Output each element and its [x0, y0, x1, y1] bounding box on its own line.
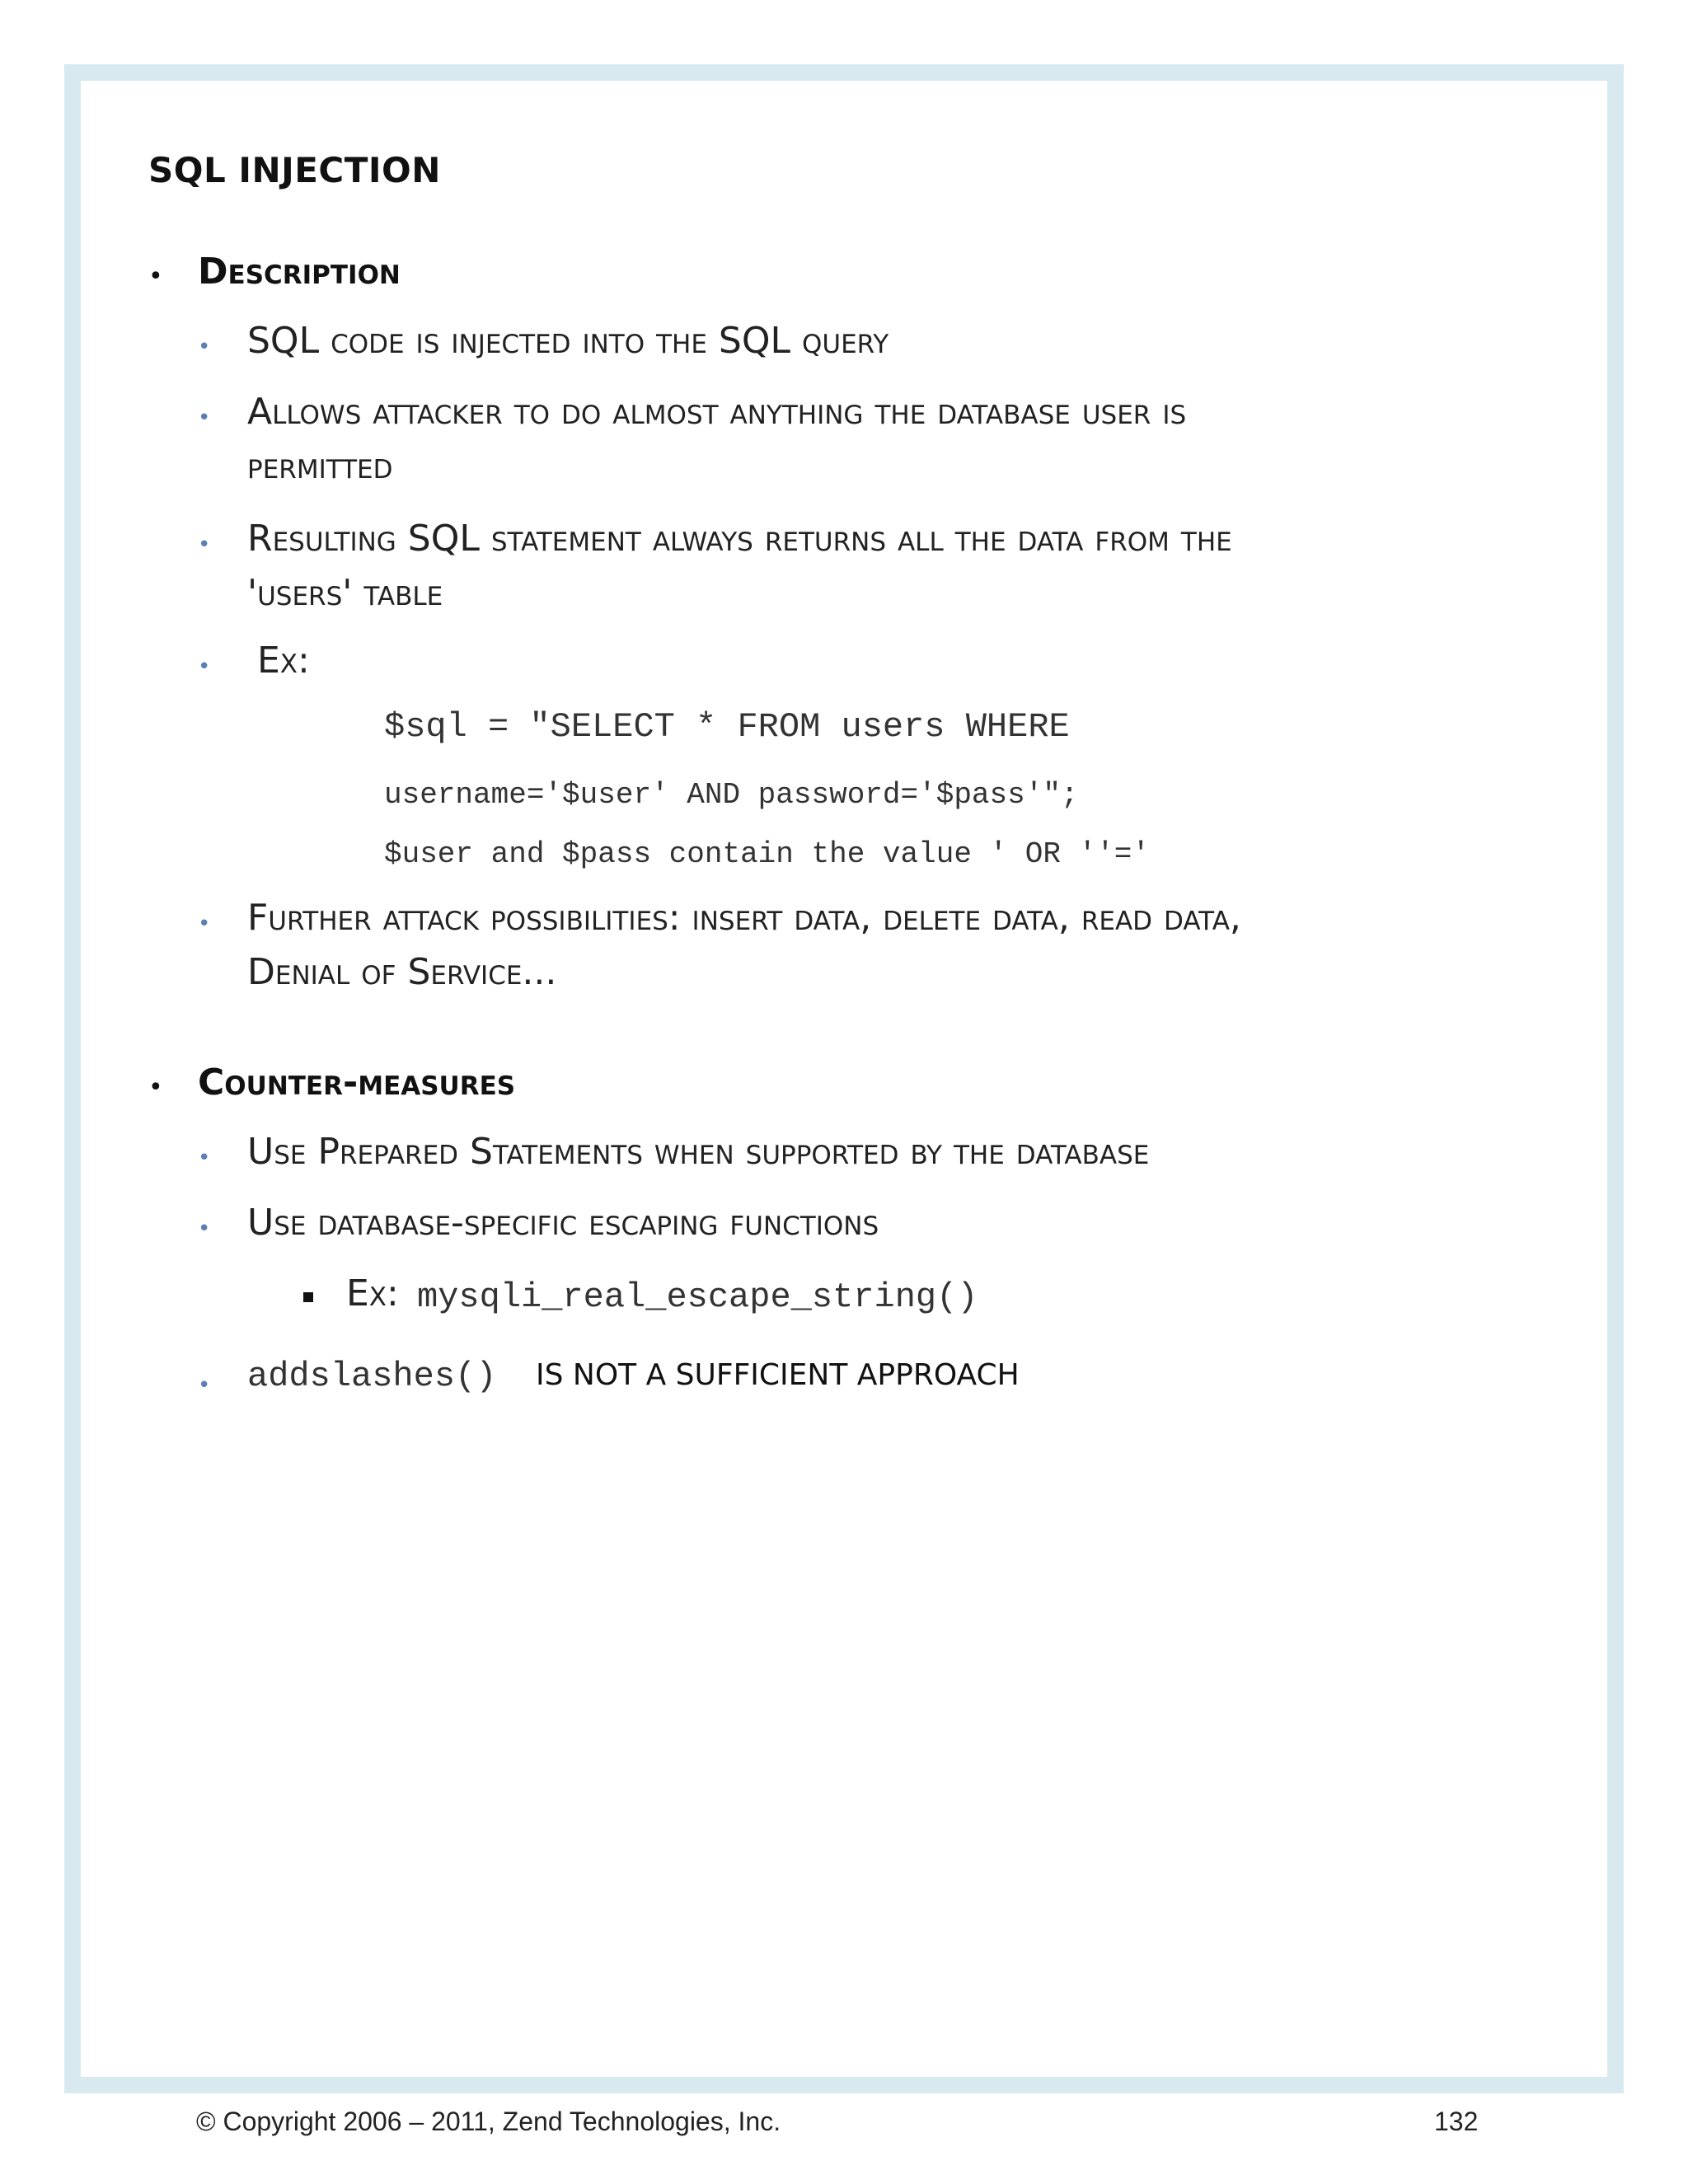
code-line-3: $user and $pass contain the value ' OR ''='	[384, 837, 1150, 871]
countermeasure-item-1: Use Prepared Statements when supported by the database	[247, 1131, 1150, 1173]
example-label: Ex:	[257, 640, 310, 682]
bullet: •	[198, 912, 211, 936]
description-item-3: Resulting SQL statement always returns all the data from the	[247, 518, 1232, 560]
bullet: •	[148, 262, 163, 291]
countermeasure-item-2: Use database-specific escaping functions	[247, 1202, 879, 1244]
countermeasures-heading: Counter-measures	[198, 1062, 516, 1104]
further-attacks-cont: Denial of Service...	[247, 951, 557, 993]
page-title: SQL INJECTION	[148, 150, 441, 190]
bullet: •	[198, 335, 211, 359]
description-item-1: SQL code is injected into the SQL query	[247, 320, 889, 362]
footer-copyright: © Copyright 2006 – 2011, Zend Technologies, Inc.	[196, 2107, 781, 2136]
addslashes-note: IS NOT A SUFFICIENT APPROACH	[536, 1358, 1020, 1392]
bullet: •	[198, 532, 211, 557]
description-item-3-cont: 'users' table	[247, 572, 443, 614]
bullet: •	[198, 1373, 211, 1398]
further-attacks: Further attack possibilities: insert data, delete data, read data,	[247, 897, 1241, 939]
square-bullet	[303, 1292, 313, 1302]
description-item-2-cont: permitted	[247, 445, 393, 487]
bullet: •	[198, 405, 211, 430]
bullet: •	[198, 1216, 211, 1241]
code-line-2: username='$user' AND password='$pass'";	[384, 778, 1079, 812]
code-line-1: $sql = "SELECT * FROM users WHERE	[384, 707, 1070, 747]
escape-example-code: mysqli_real_escape_string()	[417, 1277, 978, 1317]
bullet: •	[198, 1146, 211, 1170]
page-number: 132	[1434, 2107, 1479, 2136]
description-item-2: Allows attacker to do almost anything the database user is	[247, 391, 1187, 433]
bullet: •	[148, 1073, 163, 1102]
bullet: •	[198, 654, 211, 679]
addslashes-code: addslashes()	[247, 1357, 497, 1396]
description-heading: Description	[198, 251, 401, 293]
escape-example-label: Ex:	[346, 1272, 399, 1315]
